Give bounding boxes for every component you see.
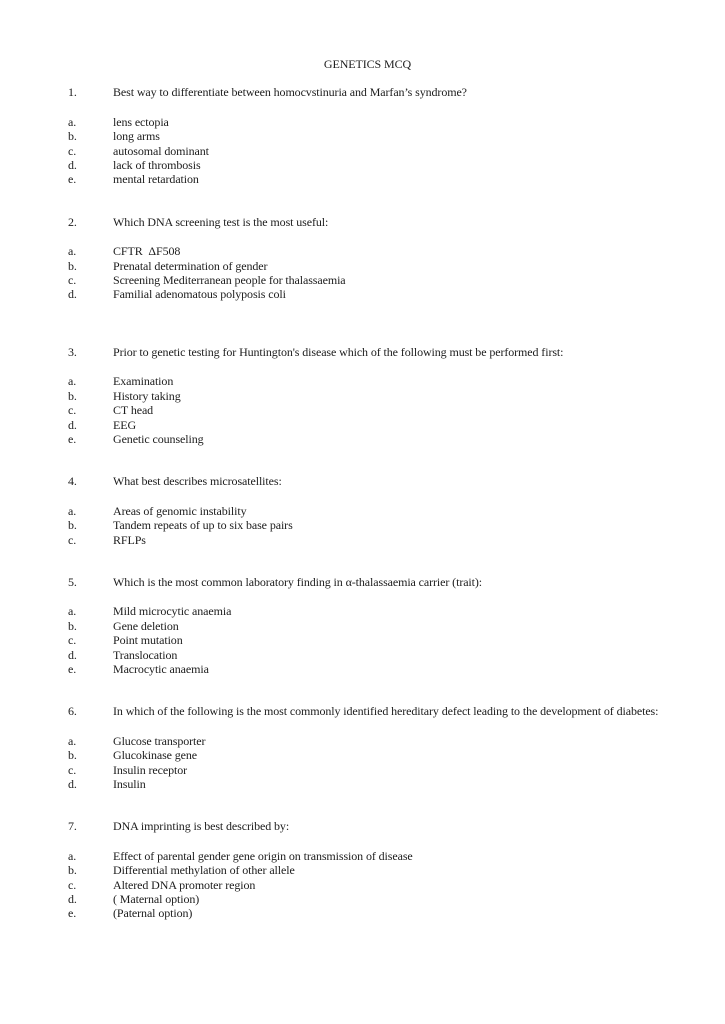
question-line [68,819,667,833]
option-text: Translocation [113,647,178,662]
question-block [68,575,667,676]
option-letter: d. [68,158,77,173]
option-line [68,906,667,920]
question-line [68,85,667,99]
option-letter: a. [68,244,77,259]
option-text: Mild microcytic anaemia [113,604,232,619]
question-text: Which is the most common laboratory finding in α-thalassaemia carrier (trait): [113,574,483,589]
option-letter: a. [68,604,77,619]
questions-container [68,85,667,920]
question-number: 6. [68,704,77,719]
option-text: lack of thrombosis [113,158,201,173]
option-line [68,648,667,662]
option-line [68,144,667,158]
option-text: Differential methylation of other allele [113,863,295,878]
option-text: lens ectopia [113,114,169,129]
option-letter: a. [68,503,77,518]
options-list [68,374,667,446]
option-line [68,158,667,172]
option-letter: b. [68,258,77,273]
option-text: autosomal dominant [113,143,209,158]
option-letter: d. [68,892,77,907]
option-letter: b. [68,748,77,763]
option-letter: c. [68,403,77,418]
option-line [68,633,667,647]
option-text: Tandem repeats of up to six base pairs [113,518,293,533]
question-text: Which DNA screening test is the most useful: [113,214,329,229]
option-line [68,172,667,186]
option-letter: a. [68,848,77,863]
option-text: EEG [113,417,137,432]
option-line [68,259,667,273]
option-text: Areas of genomic instability [113,503,247,518]
option-letter: d. [68,287,77,302]
options-list [68,849,667,921]
option-text: CFTR ΔF508 [113,244,181,259]
option-letter: a. [68,114,77,129]
option-line [68,374,667,388]
question-number: 4. [68,474,77,489]
option-text: Gene deletion [113,618,179,633]
option-text: Familial adenomatous polyposis coli [113,287,286,302]
option-text: (Paternal option) [113,906,193,921]
option-text: Insulin receptor [113,762,188,777]
option-text: Prenatal determination of gender [113,258,268,273]
option-line [68,533,667,547]
option-letter: a. [68,374,77,389]
option-text: Examination [113,374,174,389]
option-text: Point mutation [113,633,183,648]
options-list [68,734,667,792]
option-text: long arms [113,129,160,144]
question-line [68,215,667,229]
document-title: GENETICS MCQ [323,57,412,71]
option-letter: e. [68,906,77,921]
option-letter: d. [68,417,77,432]
option-letter: b. [68,618,77,633]
question-block [68,819,667,920]
option-line [68,432,667,446]
question-text: In which of the following is the most commonly identified hereditary defect leading to the development of diabetes: [113,704,659,719]
question-number: 7. [68,819,77,834]
option-letter: b. [68,518,77,533]
option-text: Altered DNA promoter region [113,877,256,892]
option-text: Genetic counseling [113,431,204,446]
option-line [68,504,667,518]
option-letter: a. [68,733,77,748]
option-text: Macrocytic anaemia [113,661,209,676]
question-text: Best way to differentiate between homocvstinuria and Marfan’s syndrome? [113,85,467,100]
option-line [68,734,667,748]
option-letter: c. [68,532,77,547]
option-letter: e. [68,172,77,187]
option-line [68,763,667,777]
option-letter: c. [68,877,77,892]
options-list [68,604,667,676]
options-list [68,115,667,187]
question-number: 1. [68,85,77,100]
option-letter: b. [68,388,77,403]
option-text: Insulin [113,777,146,791]
option-line [68,849,667,863]
option-text: CT head [113,403,154,418]
option-letter: b. [68,129,77,144]
question-block [68,85,667,186]
option-line [68,619,667,633]
option-line [68,662,667,676]
question-block [68,215,667,302]
question-text: DNA imprinting is best described by: [113,819,290,834]
option-line [68,518,667,532]
option-line [68,777,667,791]
option-line [68,878,667,892]
option-text: Effect of parental gender gene origin on transmission of disease [113,848,413,863]
option-letter: d. [68,647,77,662]
option-line [68,403,667,417]
question-number: 2. [68,214,77,229]
option-text: ( Maternal option) [113,892,200,907]
option-line [68,273,667,287]
option-line [68,418,667,432]
question-block [68,345,667,446]
question-text: Prior to genetic testing for Huntington's disease which of the following must be performed first: [113,344,564,359]
options-list [68,244,667,302]
option-line [68,604,667,618]
option-line [68,129,667,143]
option-text: History taking [113,388,181,403]
option-line [68,892,667,906]
option-letter: b. [68,863,77,878]
option-line [68,748,667,762]
option-letter: c. [68,633,77,648]
question-number: 3. [68,344,77,359]
option-letter: d. [68,777,77,791]
option-letter: e. [68,431,77,446]
option-letter: e. [68,661,77,676]
option-line [68,115,667,129]
option-text: Glucokinase gene [113,748,198,763]
option-line [68,863,667,877]
option-line [68,389,667,403]
question-line [68,575,667,589]
question-line [68,704,667,718]
question-line [68,345,667,359]
question-text: What best describes microsatellites: [113,474,282,489]
question-number: 5. [68,574,77,589]
question-line [68,474,667,488]
option-text: Glucose transporter [113,733,206,748]
question-block [68,474,667,547]
option-text: Screening Mediterranean people for thalassaemia [113,273,346,288]
option-letter: c. [68,762,77,777]
question-block [68,704,667,791]
option-text: RFLPs [113,532,146,547]
option-line [68,244,667,258]
option-letter: c. [68,143,77,158]
option-letter: c. [68,273,77,288]
option-text: mental retardation [113,172,199,187]
option-line [68,287,667,301]
options-list [68,504,667,547]
